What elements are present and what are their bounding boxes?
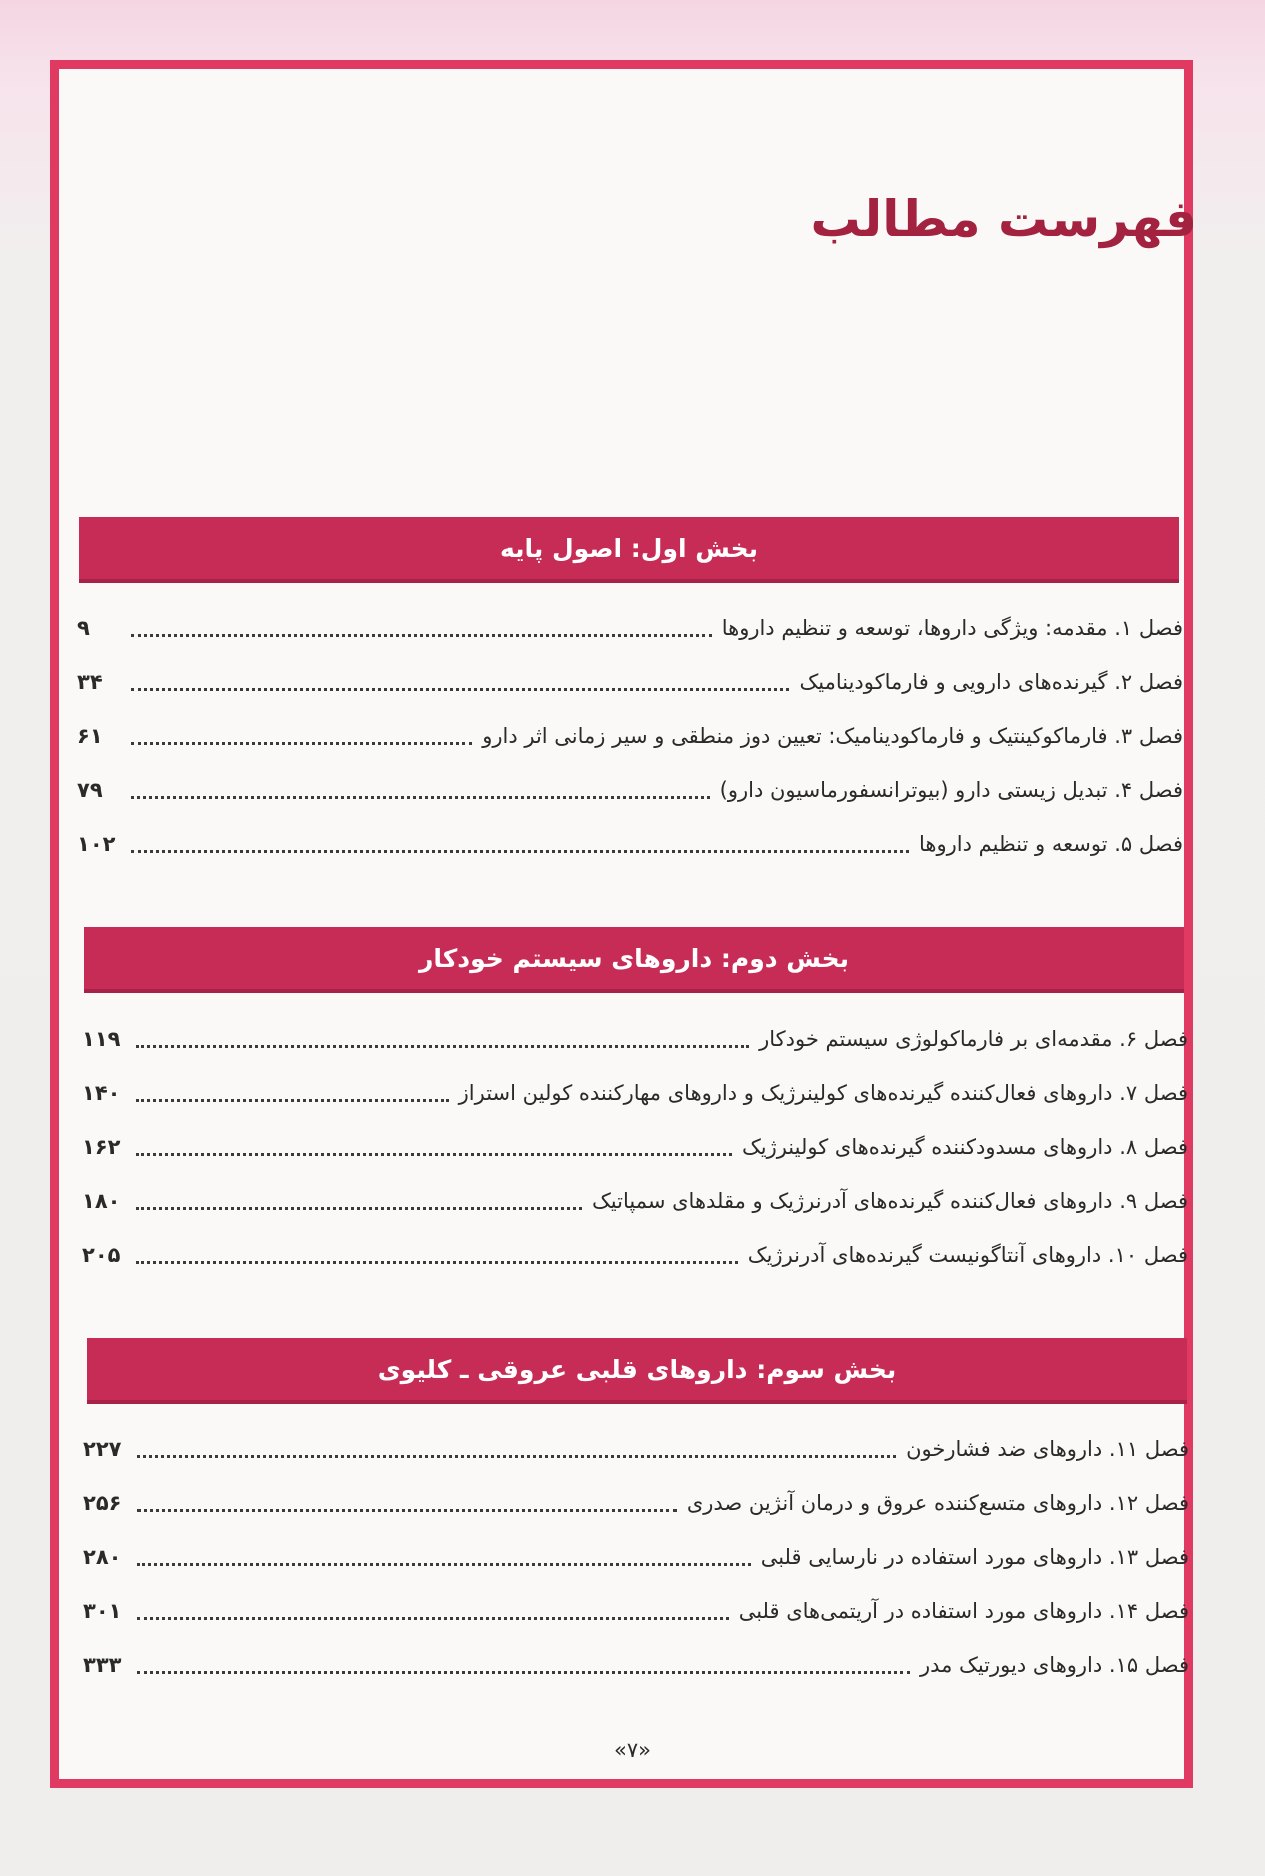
chapter-entry	[83, 1584, 1189, 1638]
dot-leader	[136, 1251, 738, 1264]
chapter-entry	[77, 763, 1183, 817]
chapter-page-number: ۱۶۲	[82, 1135, 121, 1159]
chapter-title: فصل ۹. داروهای فعال‌کننده گیرنده‌های آدرنرژیک و مقلدهای سمپاتیک	[591, 1189, 1188, 1213]
chapter-title: فصل ۸. داروهای مسدودکننده گیرنده‌های کولینرژیک	[741, 1135, 1188, 1159]
chapter-entry	[83, 1638, 1189, 1692]
chapter-page-number: ۲۰۵	[82, 1243, 121, 1267]
dot-leader	[137, 1553, 751, 1566]
chapter-entry	[83, 1476, 1189, 1530]
dot-leader	[136, 1035, 749, 1048]
chapter-page-number: ۳۰۱	[83, 1599, 122, 1623]
chapter-page-number: ۶۱	[77, 724, 103, 748]
chapter-title: فصل ۱۲. داروهای متسع‌کننده عروق و درمان آنژین صدری	[686, 1491, 1189, 1515]
chapter-entry	[77, 655, 1183, 709]
part-3-chapter-list	[83, 1422, 1189, 1692]
chapter-title: فصل ۴. تبدیل زیستی دارو (بیوترانسفورماسیون دارو)	[719, 778, 1183, 802]
chapter-entry	[82, 1174, 1188, 1228]
chapter-page-number: ۱۱۹	[82, 1027, 121, 1051]
chapter-page-number: ۱۴۰	[82, 1081, 121, 1105]
dot-leader	[136, 1089, 449, 1102]
chapter-title: فصل ۱. مقدمه: ویژگی داروها، توسعه و تنظیم داروها	[721, 616, 1183, 640]
chapter-entry	[82, 1228, 1188, 1282]
chapter-entry	[82, 1120, 1188, 1174]
chapter-title: فصل ۷. داروهای فعال‌کننده گیرنده‌های کولینرژیک و داروهای مهارکننده کولین استراز	[458, 1081, 1188, 1105]
part-1-banner	[79, 517, 1179, 583]
dot-leader	[131, 840, 909, 853]
part-2-chapter-list	[82, 1012, 1188, 1282]
dot-leader	[131, 732, 472, 745]
chapter-page-number: ۷۹	[77, 778, 103, 802]
part-2-banner	[84, 927, 1184, 993]
part-2-title: بخش دوم: داروهای سیستم خودکار	[418, 943, 850, 973]
part-1-title: بخش اول: اصول پایه	[499, 533, 759, 563]
chapter-title: فصل ۲. گیرنده‌های دارویی و فارماکودینامیک	[799, 670, 1183, 694]
chapter-title: فصل ۱۳. داروهای مورد استفاده در نارسایی قلبی	[760, 1545, 1189, 1569]
dot-leader	[131, 678, 789, 691]
chapter-title: فصل ۱۵. داروهای دیورتیک مدر	[919, 1653, 1189, 1677]
chapter-page-number: ۹	[77, 616, 90, 640]
chapter-page-number: ۱۰۲	[77, 832, 116, 856]
page-title: فهرست مطالب	[810, 190, 1197, 248]
chapter-title: فصل ۵. توسعه و تنظیم داروها	[919, 832, 1183, 856]
dot-leader	[136, 1197, 582, 1210]
chapter-entry	[77, 601, 1183, 655]
chapter-page-number: ۳۳۳	[83, 1653, 122, 1677]
chapter-entry	[82, 1012, 1188, 1066]
dot-leader	[137, 1499, 677, 1512]
chapter-page-number: ۳۴	[77, 670, 103, 694]
dot-leader	[136, 1143, 732, 1156]
chapter-entry	[83, 1530, 1189, 1584]
dot-leader	[137, 1661, 910, 1674]
dot-leader	[131, 624, 712, 637]
chapter-page-number: ۲۵۶	[83, 1491, 122, 1515]
part-3-banner	[87, 1338, 1187, 1404]
chapter-title: فصل ۱۴. داروهای مورد استفاده در آریتمی‌های قلبی	[738, 1599, 1189, 1623]
page-number: «۷»	[614, 1738, 651, 1762]
dot-leader	[137, 1445, 896, 1458]
chapter-entry	[82, 1066, 1188, 1120]
dot-leader	[131, 786, 710, 799]
chapter-entry	[77, 817, 1183, 871]
chapter-title: فصل ۱۰. داروهای آنتاگونیست گیرنده‌های آدرنرژیک	[747, 1243, 1188, 1267]
chapter-title: فصل ۳. فارماکوکینتیک و فارماکودینامیک: تعیین دوز منطقی و سیر زمانی اثر دارو	[482, 724, 1183, 748]
part-1-chapter-list	[77, 601, 1183, 871]
part-3-title: بخش سوم: داروهای قلبی عروقی ـ کلیوی	[377, 1354, 897, 1384]
chapter-page-number: ۲۸۰	[83, 1545, 122, 1569]
chapter-title: فصل ۶. مقدمه‌ای بر فارماکولوژی سیستم خودکار	[759, 1027, 1188, 1051]
chapter-entry	[83, 1422, 1189, 1476]
chapter-entry	[77, 709, 1183, 763]
chapter-page-number: ۱۸۰	[82, 1189, 121, 1213]
chapter-page-number: ۲۲۷	[83, 1437, 122, 1461]
dot-leader	[137, 1607, 729, 1620]
chapter-title: فصل ۱۱. داروهای ضد فشارخون	[906, 1437, 1189, 1461]
